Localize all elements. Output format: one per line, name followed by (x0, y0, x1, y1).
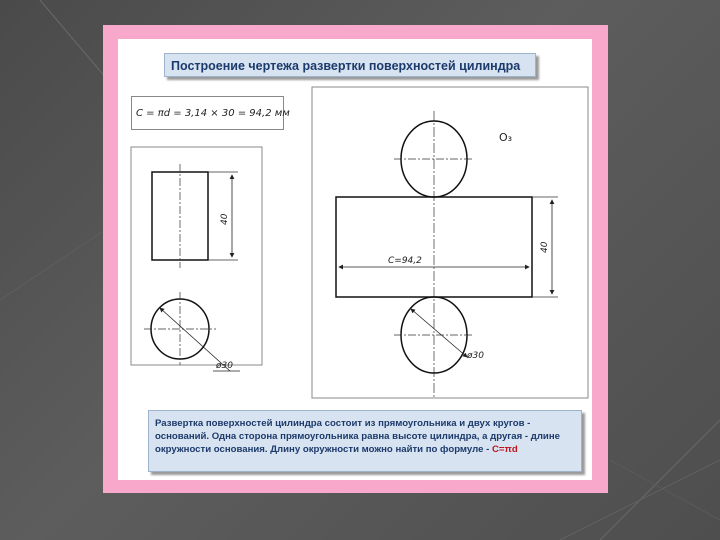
lower-circle-diameter-label: ø30 (467, 351, 484, 361)
lower-circle-diameter-leader (411, 309, 467, 357)
top-view-diameter-label: ø30 (216, 361, 233, 371)
drawing-sheet (118, 39, 592, 480)
front-height-label: 40 (220, 213, 230, 225)
description-text: Развертка поверхностей цилиндра состоит из прямоугольника и двух кругов - оснований. Одна сторона прямоугольника равна высоте цилиндра, а другая - длине окружности основания. Длину окружности можно найти по формуле - (155, 418, 560, 455)
rect-height-label: 40 (540, 241, 550, 253)
description-box (148, 410, 582, 472)
circumference-formula: C = πd = 3,14 × 30 = 94,2 мм (131, 96, 284, 130)
description-formula: C=πd (491, 444, 518, 455)
page-title: Построение чертежа развертки поверхностей цилиндра (164, 53, 536, 77)
development-marker: O₃ (499, 131, 513, 144)
rect-length-label: C=94,2 (388, 256, 422, 266)
slide-frame (103, 25, 608, 493)
